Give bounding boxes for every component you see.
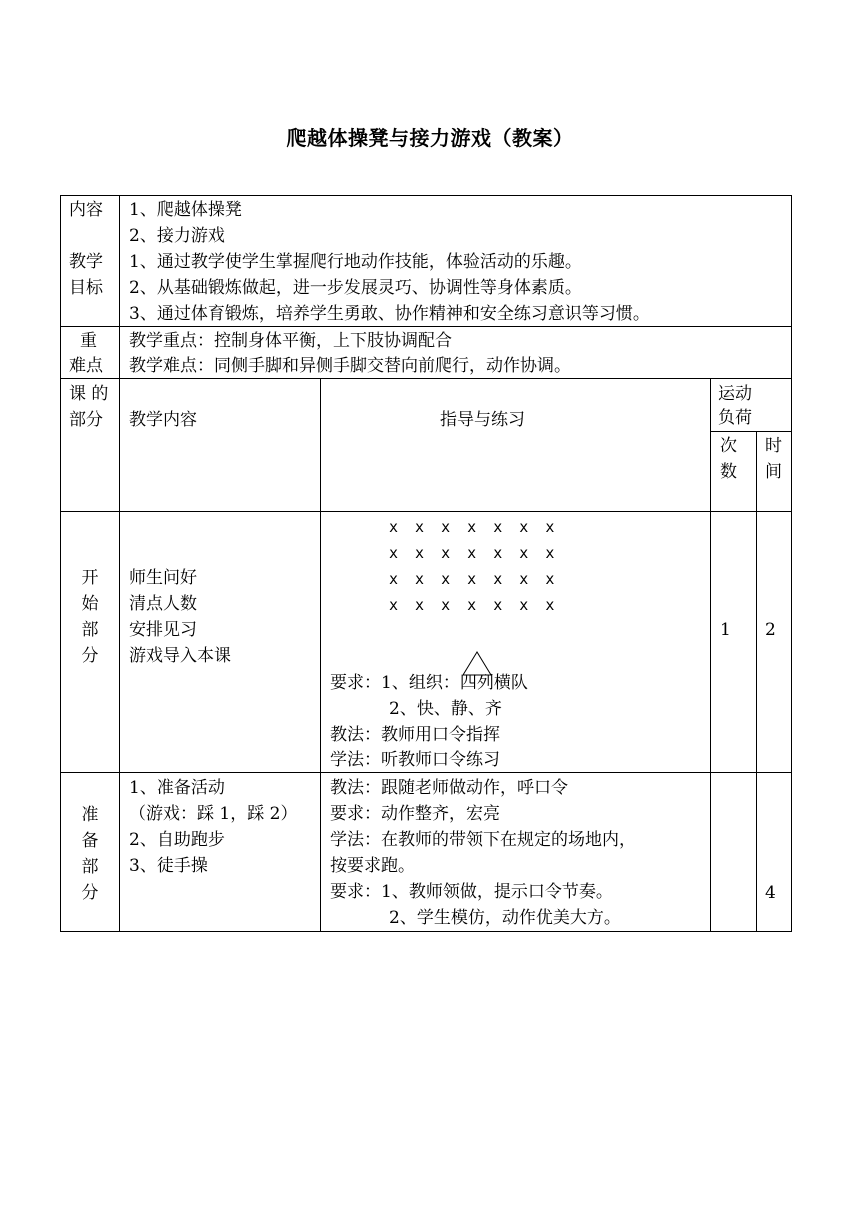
formation-row: x x x x x x x — [389, 544, 559, 562]
prep-guide-line: 按要求跑。 — [330, 856, 415, 876]
start-guide-line: 2、快、静、齐 — [389, 699, 502, 719]
header-duration-line1: 时 — [765, 436, 782, 456]
prep-part-label: 部 — [81, 857, 99, 877]
prep-content-line: 3、徒手操 — [129, 856, 208, 876]
goal-label-line2: 目标 — [69, 278, 103, 298]
content-label: 内容 — [69, 200, 103, 220]
prep-content-line: 1、准备活动 — [129, 778, 225, 798]
header-load-line2: 负荷 — [718, 408, 752, 428]
prep-content-line: （游戏：踩 1，踩 2） — [129, 804, 298, 824]
start-part-label: 分 — [81, 646, 99, 666]
start-part-label: 部 — [81, 620, 99, 640]
formation-row: x x x x x x x — [389, 570, 559, 588]
start-guide-line: 学法：听教师口令练习 — [330, 750, 500, 770]
header-guide: 指导与练习 — [440, 410, 525, 430]
formation-row: x x x x x x x — [389, 596, 559, 614]
header-load-line1: 运动 — [718, 384, 752, 404]
start-part-label: 始 — [81, 594, 99, 614]
goal-line: 3、通过体育锻炼，培养学生勇敢、协作精神和安全练习意识等习惯。 — [129, 304, 650, 324]
content-line: 1、爬越体操凳 — [129, 200, 242, 220]
prep-guide-line: 要求：动作整齐，宏亮 — [330, 804, 500, 824]
prep-duration: 4 — [765, 883, 776, 903]
start-guide-line: 教法：教师用口令指挥 — [330, 725, 500, 745]
prep-content-line: 2、自助跑步 — [129, 830, 225, 850]
prep-guide-line: 要求：1、教师领做，提示口令节奏。 — [330, 882, 613, 902]
page-title: 爬越体操凳与接力游戏（教案） — [286, 126, 574, 150]
prep-guide-line: 教法：跟随老师做动作，呼口令 — [330, 778, 568, 798]
start-content-line: 安排见习 — [129, 620, 197, 640]
start-duration: 2 — [765, 620, 776, 640]
start-content-line: 游戏导入本课 — [129, 646, 231, 666]
header-duration-line2: 间 — [765, 462, 782, 482]
header-part-line2: 部分 — [69, 410, 103, 430]
content-line: 2、接力游戏 — [129, 226, 225, 246]
prep-part-label: 准 — [81, 805, 99, 825]
start-content-line: 师生问好 — [129, 568, 197, 588]
prep-part-label: 备 — [81, 831, 99, 851]
start-part-label: 开 — [81, 568, 99, 588]
prep-part-label: 分 — [81, 883, 99, 903]
difficult-point: 教学难点：同侧手脚和异侧手脚交替向前爬行，动作协调。 — [129, 356, 571, 376]
start-times: 1 — [720, 620, 731, 640]
key-difficult-label-line2: 难点 — [69, 356, 103, 376]
header-part-line1: 课 的 — [69, 384, 109, 404]
prep-guide-line: 学法：在教师的带领下在规定的场地内， — [330, 830, 636, 850]
header-times-line2: 数 — [720, 462, 737, 482]
header-content: 教学内容 — [129, 410, 197, 430]
goal-line: 2、从基础锻炼做起，进一步发展灵巧、协调性等身体素质。 — [129, 278, 582, 298]
goal-line: 1、通过教学使学生掌握爬行地动作技能，体验活动的乐趣。 — [129, 252, 582, 272]
key-difficult-label-line1: 重 — [80, 331, 97, 351]
header-times-line1: 次 — [720, 436, 737, 456]
key-point: 教学重点：控制身体平衡，上下肢协调配合 — [129, 331, 452, 351]
prep-guide-line: 2、学生模仿，动作优美大方。 — [389, 908, 621, 928]
start-content-line: 清点人数 — [129, 594, 197, 614]
start-guide-line: 要求：1、组织：四列横队 — [330, 673, 528, 693]
goal-label-line1: 教学 — [69, 252, 103, 272]
formation-row: x x x x x x x — [389, 518, 559, 536]
